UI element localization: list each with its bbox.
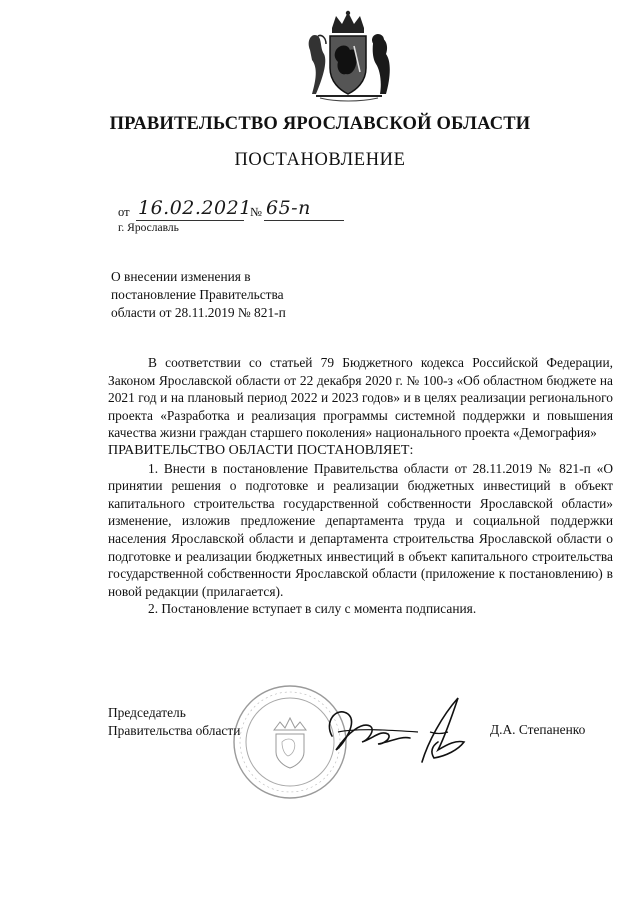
- item-1-paragraph: 1. Внести в постановление Правительства области от 28.11.2019 № 821-п «О принятии решения о подготовке и реализации бюджетных инвестиций в объект капитального строительства государственной собственности Ярославской области» изменение, изложив предложение департамента труда и социальной поддержки населения Ярославской области и департамента строительства Ярославской области о подготовке и реализации бюджетных инвестиций в объект капитального строительства государственной собственности Ярославской области (приложение к постановлению) в новой редакции (прилагается).: [108, 460, 613, 599]
- date-underline: [136, 220, 244, 221]
- subject-line: области от 28.11.2019 № 821-п: [111, 305, 286, 320]
- handwritten-signature: [318, 692, 478, 770]
- subject-line: постановление Правительства: [111, 287, 284, 302]
- city-label: г. Ярославль: [118, 222, 179, 234]
- resolve-heading: ПРАВИТЕЛЬСТВО ОБЛАСТИ ПОСТАНОВЛЯЕТ:: [108, 442, 414, 458]
- document-subject: [111, 268, 391, 322]
- number-label: №: [250, 205, 262, 219]
- number-value: 65-п: [266, 197, 311, 219]
- date-value: 16.02.2021: [138, 197, 252, 219]
- document-body: [108, 354, 613, 618]
- number-underline: [264, 220, 344, 221]
- document-type: ПОСТАНОВЛЕНИЕ: [234, 150, 406, 170]
- registration-line: [118, 197, 358, 223]
- coat-of-arms-emblem: [302, 10, 394, 104]
- item-2-paragraph: 2. Постановление вступает в силу с момента подписания.: [148, 601, 477, 617]
- date-prefix: от: [118, 205, 130, 219]
- subject-line: О внесении изменения в: [111, 269, 251, 284]
- signatory-name: Д.А. Степаненко: [490, 722, 586, 737]
- position-line: Правительства области: [108, 723, 241, 738]
- organization-title: ПРАВИТЕЛЬСТВО ЯРОСЛАВСКОЙ ОБЛАСТИ: [109, 114, 531, 134]
- signatory-position: [108, 704, 240, 740]
- preamble-paragraph: В соответствии со статьей 79 Бюджетного кодекса Российской Федерации, Законом Ярославской области от 22 декабря 2020 г. № 100-з «Об областном бюджете на 2021 год и на плановый период 2022 и 2023 годов» и в целях реализации регионального проекта «Разработка и реализация программы системной поддержки и повышения качества жизни граждан старшего поколения» национального проекта «Демография»: [108, 355, 613, 441]
- position-line: Председатель: [108, 705, 186, 720]
